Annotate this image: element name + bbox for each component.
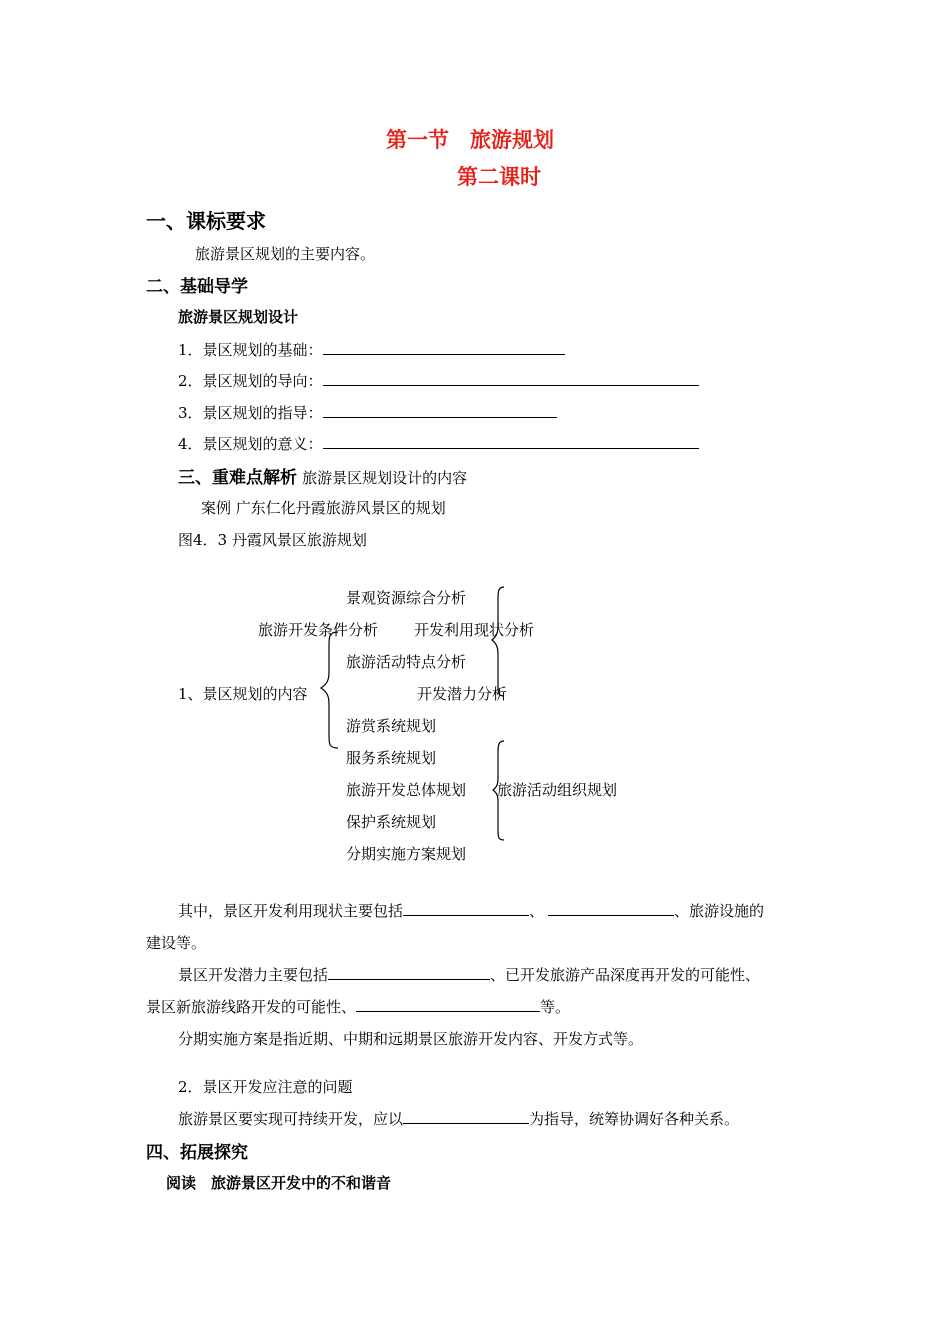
fill-item-label: 4．景区规划的意义： (178, 435, 323, 453)
paragraph-text: 景区开发潜力主要包括 (178, 966, 329, 984)
diagram-item: 分期实施方案规划 (346, 845, 467, 863)
paragraph-3: 分期实施方案是指近期、中期和远期景区旅游开发内容、开发方式等。 (178, 1030, 644, 1048)
case-line: 案例 广东仁化丹霞旅游风景区的规划 (201, 499, 446, 517)
paragraph-text: 、 (529, 902, 545, 920)
diagram-root: 1、景区规划的内容 (178, 685, 308, 703)
paragraph-2-cont (146, 996, 570, 1017)
section3-heading-tail: 旅游景区规划设计的内容 (302, 469, 468, 487)
section1-heading: 一、课标要求 (146, 209, 266, 233)
fill-item-label: 3．景区规划的指导： (178, 404, 323, 422)
fill-item-label: 1．景区规划的基础： (178, 341, 323, 359)
diagram-top: 景观资源综合分析 (346, 589, 467, 607)
paragraph-text: 、旅游设施的 (674, 902, 765, 920)
diagram-item: 服务系统规划 (346, 749, 437, 767)
fill-item-label: 2．景区规划的导向： (178, 372, 323, 390)
paragraph-1 (178, 900, 764, 921)
section3-heading: 三、重难点解析 (178, 468, 297, 488)
paragraph-2 (178, 964, 760, 985)
paragraph-text: 旅游景区要实现可持续开发，应以 (178, 1110, 404, 1128)
answer-blank[interactable] (403, 1109, 529, 1124)
diagram-activity: 旅游活动特点分析 (346, 653, 467, 671)
diagram-potential: 开发潜力分析 (417, 685, 508, 703)
diagram-org: 旅游活动组织规划 (497, 781, 618, 799)
answer-blank[interactable] (403, 901, 529, 916)
paragraph-1-cont: 建设等。 (146, 934, 207, 952)
section4-heading: 四、拓展探究 (146, 1143, 248, 1163)
answer-blank[interactable] (548, 901, 674, 916)
right-brace-bottom (493, 741, 504, 840)
paragraph-text: 景区新旅游线路开发的可能性、 (146, 998, 357, 1016)
left-brace (321, 632, 338, 748)
page-title: 第一节 旅游规划 (386, 128, 554, 152)
paragraph-text: 为指导，统筹协调好各种关系。 (529, 1110, 740, 1128)
paragraph-text: 、已开发旅游产品深度再开发的可能性、 (490, 966, 761, 984)
section1-text: 旅游景区规划的主要内容。 (195, 245, 376, 263)
paragraph-text: 等。 (540, 998, 571, 1016)
reading-title: 阅读 旅游景区开发中的不和谐音 (166, 1174, 392, 1192)
answer-blank[interactable] (356, 997, 540, 1012)
paragraph-5 (178, 1108, 739, 1129)
paragraph-4: 2．景区开发应注意的问题 (178, 1078, 353, 1096)
right-brace-top (492, 587, 504, 696)
section2-heading: 二、基础导学 (146, 277, 248, 297)
diagram-item: 旅游开发总体规划 (346, 781, 467, 799)
page-subtitle: 第二课时 (457, 165, 541, 189)
paragraph-text: 其中，景区开发利用现状主要包括 (178, 902, 404, 920)
diagram-item: 游赏系统规划 (346, 717, 437, 735)
diagram-item: 保护系统规划 (346, 813, 437, 831)
answer-blank[interactable] (328, 965, 490, 980)
section2-subheading: 旅游景区规划设计 (178, 308, 299, 326)
diagram-mid-left: 旅游开发条件分析 (258, 621, 379, 639)
diagram-mid-right: 开发利用现状分析 (414, 621, 535, 639)
figure-caption: 图4．3 丹霞风景区旅游规划 (178, 531, 367, 549)
